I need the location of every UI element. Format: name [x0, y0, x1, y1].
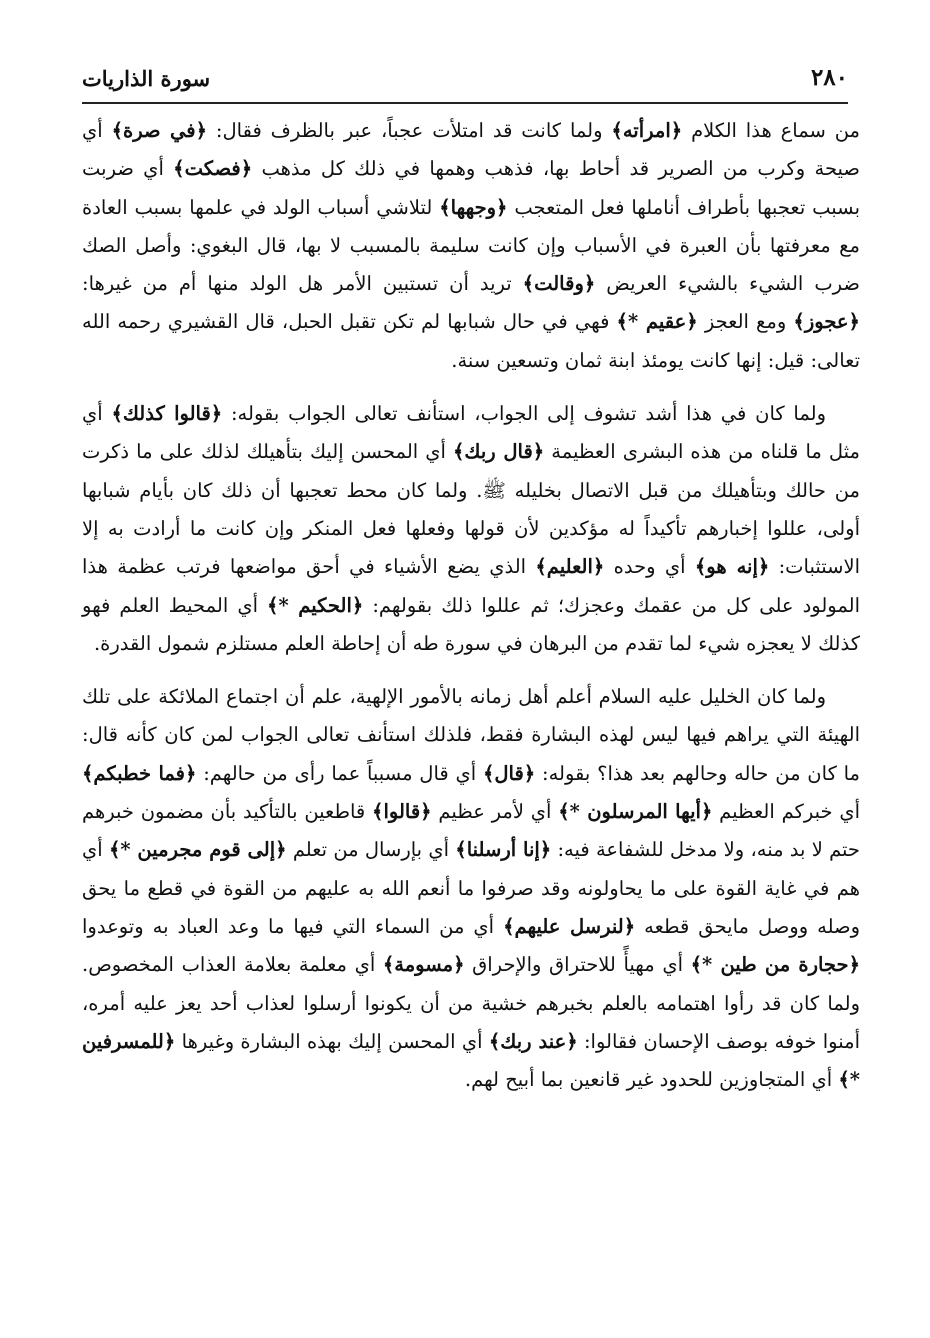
quran-quote: ﴿وقالت﴾: [522, 272, 596, 296]
page-header: [82, 60, 848, 100]
quran-quote: ﴿للمسرفين *﴾: [82, 1029, 860, 1092]
quran-quote: ﴿عند ربك﴾: [488, 1029, 578, 1053]
paragraph: ولما كان الخليل عليه السلام أعلم أهل زمانه بالأمور الإلهية، علم أن اجتماع الملائكة على تلك الهيئة التي يراهم فيها ليس لهذه البشارة فقط، فلذلك استأنف تعالى الجواب لمن كان كأنه قال: ما كان من حاله وحالهم بعد هذا؟ بقوله: ﴿قال﴾ أي قال مسبباً عما رأى من حالهم: ﴿فما خطبكم﴾ أي خبركم العظيم ﴿أيها المرسلون *﴾ أي لأمر عظيم ﴿قالوا﴾ قاطعين بالتأكيد بأن مضمون خبرهم حتم لا بد منه، ولا مدخل للشفاعة فيه: ﴿إنا أرسلنا﴾ أي بإرسال من تعلم ﴿إلى قوم مجرمين *﴾ أي هم في غاية القوة على ما يحاولونه وقد صرفوا ما أنعم الله به عليهم من القوة في قطع ما يحق وصله ووصل مايحق قطعه ﴿لنرسل عليهم﴾ أي من السماء التي فيها ما وعد العباد به وتوعدوا ﴿حجارة من طين *﴾ أي مهيأً للاحتراق والإحراق ﴿مسومة﴾ أي معلمة بعلامة العذاب المخصوص. ولما كان قد رأوا اهتمامه بالعلم بخبرهم خشية من أن يكونوا أرسلوا لعذاب أحد يعز عليه أمره، أمنوا خوفه بوصف الإحسان فقالوا: ﴿عند ربك﴾ أي المحسن إليك بهذه البشارة وغيرها ﴿للمسرفين *﴾ أي المتجاوزين للحدود غير قانعين بما أبيح لهم.: [82, 685, 861, 1092]
header-divider: [82, 102, 848, 104]
quran-quote: ﴿فما خطبكم﴾: [82, 761, 197, 785]
quran-quote: ﴿قالوا﴾: [372, 800, 432, 824]
quran-quote: ﴿قالوا كذلك﴾: [111, 402, 223, 426]
quran-quote: ﴿عقيم *﴾: [616, 310, 698, 334]
quran-quote: ﴿في صرة﴾: [111, 119, 208, 142]
quran-quote: ﴿وجهها﴾: [439, 195, 508, 219]
quran-quote: ﴿قال ربك﴾: [452, 440, 545, 464]
quran-quote: ﴿العليم﴾: [535, 555, 605, 579]
quran-quote: ﴿إلى قوم مجرمين *﴾: [108, 838, 287, 862]
quran-quote: ﴿أيها المرسلون *﴾: [558, 800, 713, 824]
quran-quote: ﴿عجوز﴾: [793, 310, 860, 334]
paragraph: من سماع هذا الكلام ﴿امرأته﴾ ولما كانت قد امتلأت عجباً، عبر بالظرف فقال: ﴿في صرة﴾ أي صيحة وكرب من الصرير قد أحاط بها، فذهب وهمها في ذلك كل مذهب ﴿فصكت﴾ أي ضربت بسبب تعجبها بأطراف أناملها فعل المتعجب ﴿وجهها﴾ لتلاشي أسباب الولد في علمها بسبب العادة مع معرفتها بأن العبرة في الأسباب وإن كانت سليمة بالمسبب لا بها، قال البغوي: وأصل الصك ضرب الشيء بالشيء العريض ﴿وقالت﴾ تريد أن تستبين الأمر هل الولد منها أم من غيرها: ﴿عجوز﴾ ومع العجز ﴿عقيم *﴾ فهي في حال شبابها لم تكن تقبل الحبل، قال القشيري رحمه الله تعالى: قيل: إنها كانت يومئذ ابنة ثمان وتسعين سنة.: [82, 119, 860, 372]
paragraph: ولما كان في هذا أشد تشوف إلى الجواب، استأنف تعالى الجواب بقوله: ﴿قالوا كذلك﴾ أي مثل ما قلناه من هذه البشرى العظيمة ﴿قال ربك﴾ أي المحسن إليك بتأهيلك لذلك على ما ذكرت من حالك وبتأهيلك من قبل الاتصال بخليله ﷺ. ولما كان محط تعجبها أن ذلك كان بأيام شبابها أولى، عللوا إخبارهم تأكيداً له مؤكدين لأن قولها وفعلها فعل المنكر وإن كانت ما أرادت به إلا الاستثبات: ﴿إنه هو﴾ أي وحده ﴿العليم﴾ الذي يضع الأشياء في أحق مواضعها فرتب عظمة هذا المولود على كل من عقمك وعجزك؛ ثم عللوا ذلك بقولهم: ﴿الحكيم *﴾ أي المحيط العلم فهو كذلك لا يعجزه شيء لما تقدم من البرهان في سورة طه أن إحاطة العلم مستلزم شمول القدرة.: [82, 402, 861, 655]
quran-quote: ﴿حجارة من طين *﴾: [690, 953, 861, 977]
quran-quote: ﴿إنا أرسلنا﴾: [455, 838, 552, 862]
quran-quote: ﴿قال﴾: [482, 761, 536, 785]
quran-quote: ﴿إنه هو﴾: [694, 555, 770, 579]
surah-title: سورة الذاريات: [82, 66, 211, 91]
quran-quote: ﴿امرأته﴾: [611, 119, 683, 142]
quran-quote: ﴿لنرسل عليهم﴾: [503, 914, 636, 938]
page-number: ٢٨٠: [810, 64, 848, 91]
quran-quote: ﴿مسومة﴾: [382, 953, 465, 977]
quran-quote: ﴿الحكيم *﴾: [267, 593, 364, 617]
page-body: [82, 112, 860, 1099]
quran-quote: ﴿فصكت﴾: [173, 157, 253, 181]
